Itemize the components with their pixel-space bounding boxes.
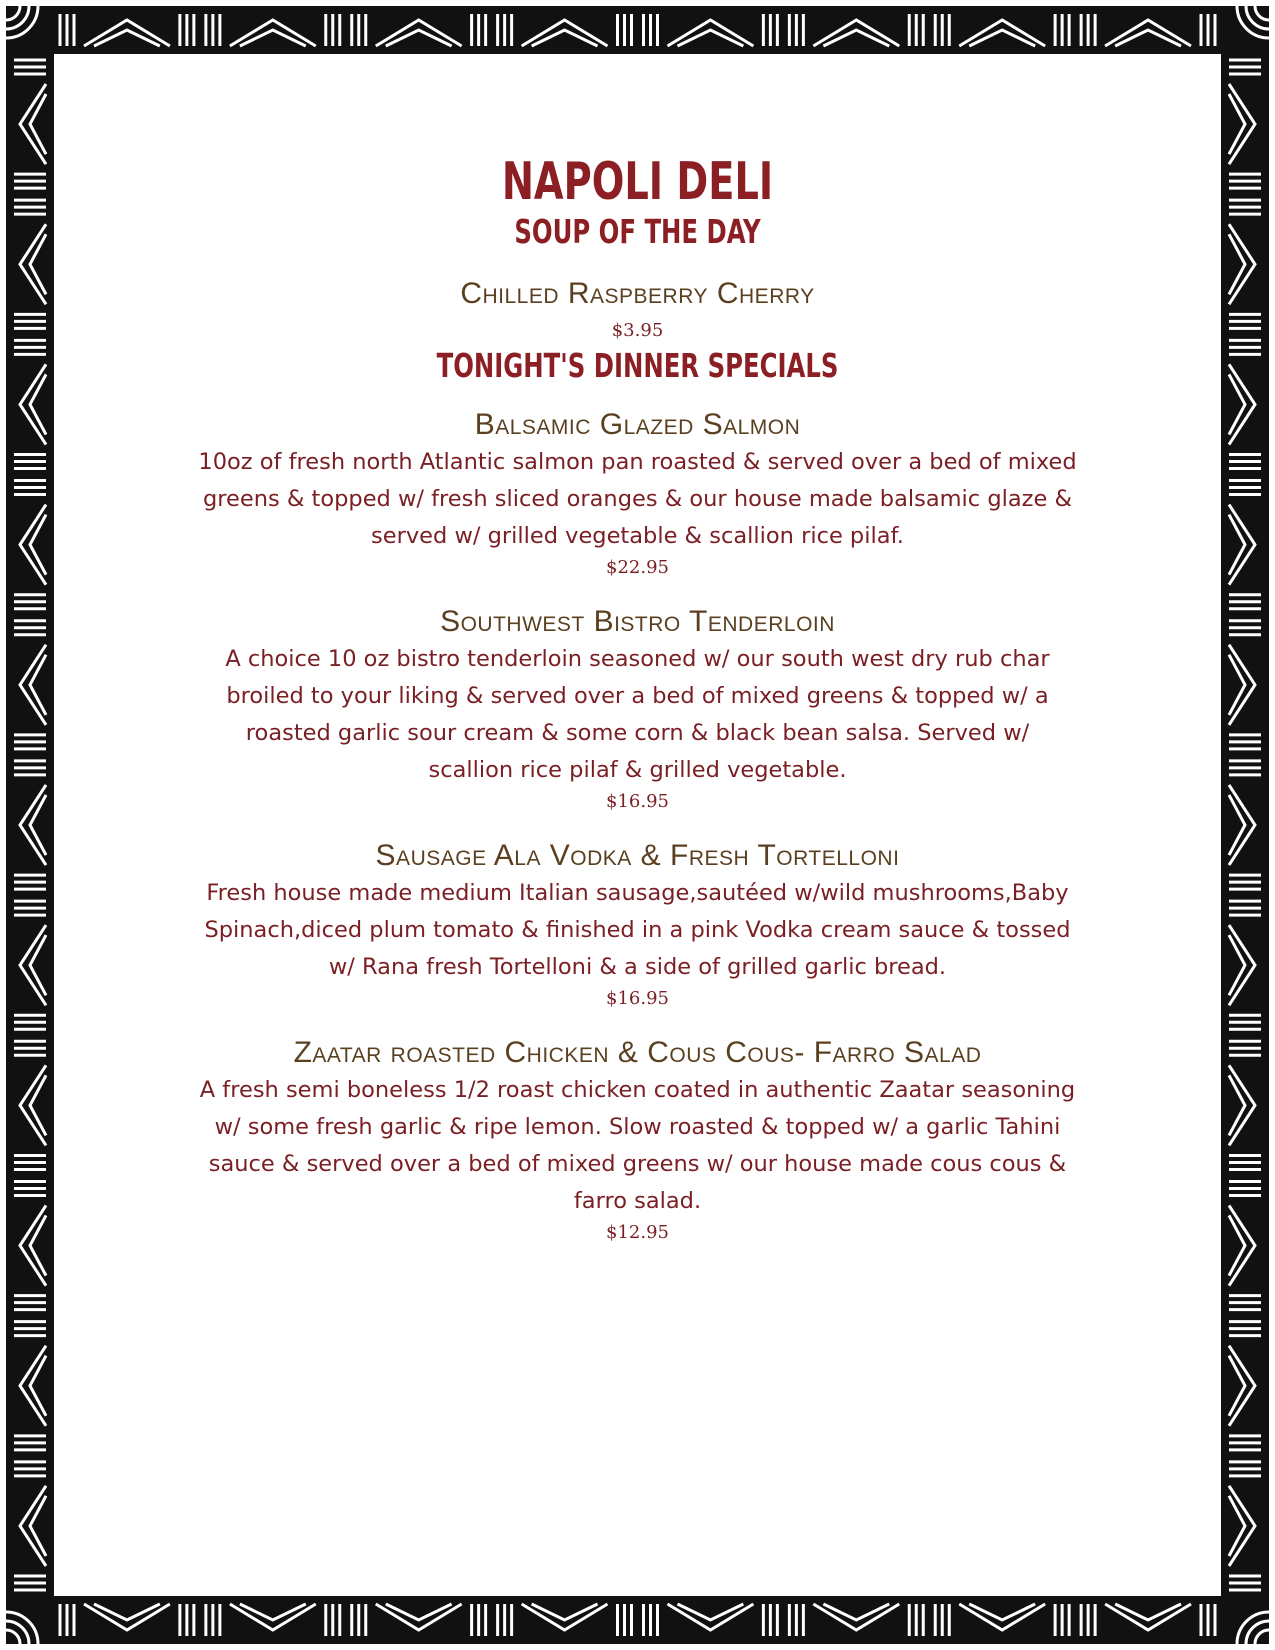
description-line: Spinach,diced plum tomato & finished in a pink Vodka cream sauce & tossed xyxy=(204,917,1071,943)
soup-price: $3.95 xyxy=(611,320,664,341)
description-line: broiled to your liking & served over a bed of mixed greens & topped w/ a xyxy=(226,683,1049,709)
description-line: A choice 10 oz bistro tenderloin seasoned w/ our south west dry rub char xyxy=(225,646,1050,672)
soup-of-the-day xyxy=(150,275,1125,344)
special-item xyxy=(150,1034,1125,1246)
special-price: $16.95 xyxy=(606,988,669,1009)
special-description xyxy=(150,875,1125,986)
special-price: $12.95 xyxy=(606,1222,669,1243)
special-name: Sausage Ala Vodka & Fresh Tortelloni xyxy=(375,839,900,872)
menu-content xyxy=(150,150,1125,1246)
description-line: scallion rice pilaf & grilled vegetable. xyxy=(428,757,847,783)
special-item xyxy=(150,603,1125,815)
description-line: w/ Rana fresh Tortelloni & a side of grilled garlic bread. xyxy=(328,954,947,980)
description-line: served w/ grilled vegetable & scallion rice pilaf. xyxy=(371,523,904,549)
special-item xyxy=(150,406,1125,581)
description-line: roasted garlic sour cream & some corn & black bean salsa. Served w/ xyxy=(245,720,1030,746)
special-description xyxy=(150,444,1125,555)
special-name: Zaatar roasted Chicken & Cous Cous- Farro Salad xyxy=(293,1036,982,1069)
special-description xyxy=(150,1072,1125,1220)
description-line: w/ some fresh garlic & ripe lemon. Slow roasted & topped w/ a garlic Tahini xyxy=(214,1114,1061,1140)
description-line: greens & topped w/ fresh sliced oranges & our house made balsamic glaze & xyxy=(202,486,1073,512)
special-price: $16.95 xyxy=(606,791,669,812)
restaurant-name: NAPOLI DELI xyxy=(501,152,774,212)
description-line: 10oz of fresh north Atlantic salmon pan roasted & served over a bed of mixed xyxy=(198,449,1077,475)
special-description xyxy=(150,641,1125,789)
special-price: $22.95 xyxy=(606,557,669,578)
specials-heading: TONIGHT'S DINNER SPECIALS xyxy=(436,346,839,385)
special-item xyxy=(150,837,1125,1012)
special-name: Balsamic Glazed Salmon xyxy=(474,408,801,441)
description-line: Fresh house made medium Italian sausage,sautéed w/wild mushrooms,Baby xyxy=(206,880,1069,906)
description-line: farro salad. xyxy=(573,1188,702,1214)
special-name: Southwest Bistro Tenderloin xyxy=(440,605,835,638)
description-line: A fresh semi boneless 1/2 roast chicken coated in authentic Zaatar seasoning xyxy=(199,1077,1076,1103)
soup-name: Chilled Raspberry Cherry xyxy=(460,277,815,310)
soup-heading: SOUP OF THE DAY xyxy=(514,212,761,251)
description-line: sauce & served over a bed of mixed greens w/ our house made cous cous & xyxy=(208,1151,1067,1177)
